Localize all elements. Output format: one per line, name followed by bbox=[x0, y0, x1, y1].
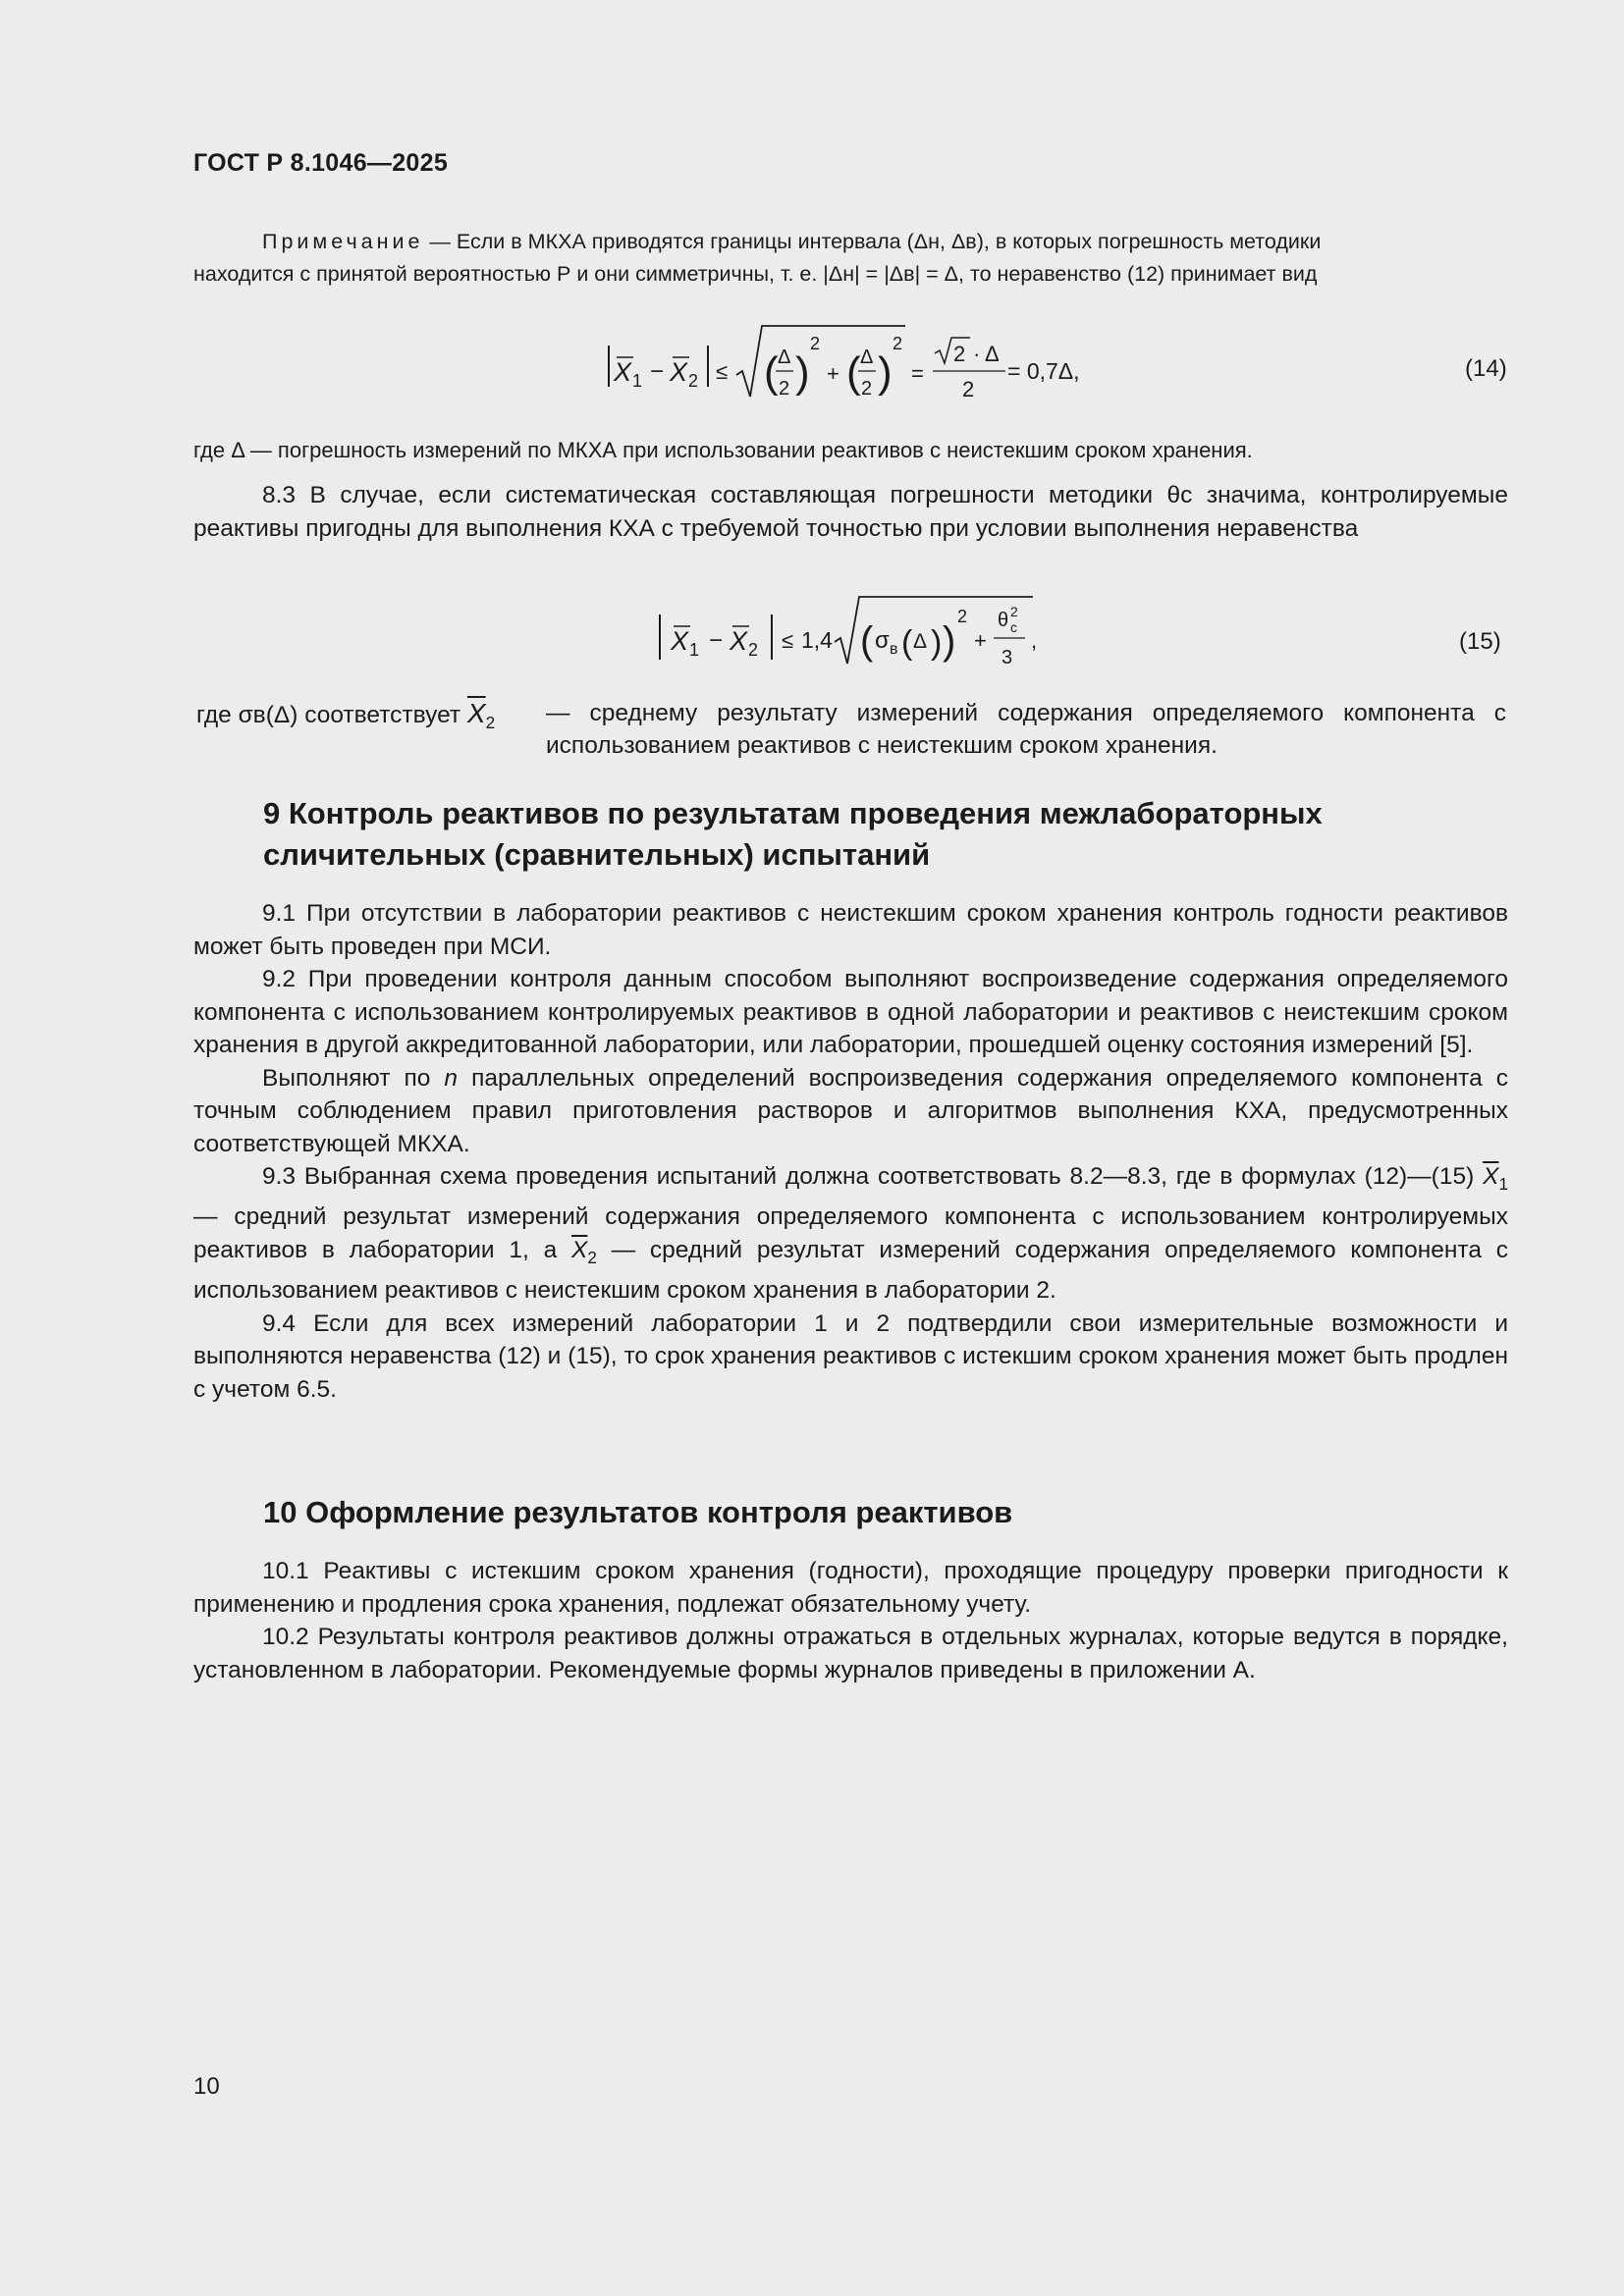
svg-text:2: 2 bbox=[962, 377, 975, 401]
svg-text:(: ( bbox=[860, 619, 874, 663]
svg-text:Δ: Δ bbox=[913, 630, 928, 653]
formula-15-coef: 1,4 bbox=[801, 627, 833, 653]
svg-text:≤: ≤ bbox=[782, 628, 794, 653]
paragraph-9-2b: Выполняют по n параллельных определений воспроизведения содержания определяемого компонента с точным соблюдением правил приготовления растворов и алгоритмов выполнения КХА, предусмотренных соответствующей МКХА. bbox=[193, 1064, 1508, 1157]
section-10-title: 10 Оформление результатов контроля реактивов bbox=[263, 1495, 1013, 1529]
document-header: ГОСТ Р 8.1046—2025 bbox=[193, 149, 449, 177]
svg-text:Δ: Δ bbox=[985, 342, 1000, 366]
svg-text:(: ( bbox=[846, 348, 861, 397]
svg-text:X: X bbox=[671, 626, 689, 656]
svg-text:(: ( bbox=[901, 624, 913, 662]
svg-text:−: − bbox=[650, 358, 665, 385]
svg-text:(: ( bbox=[764, 348, 779, 397]
page-number: 10 bbox=[193, 2073, 220, 2100]
svg-text:2: 2 bbox=[893, 334, 903, 353]
svg-text:≤: ≤ bbox=[716, 359, 729, 384]
svg-text:,: , bbox=[1031, 628, 1038, 653]
svg-text:X: X bbox=[730, 626, 748, 656]
svg-text:): ) bbox=[931, 624, 943, 662]
svg-text:2: 2 bbox=[810, 334, 821, 353]
svg-text:2: 2 bbox=[748, 640, 759, 660]
eq-number-15: (15) bbox=[1459, 628, 1501, 655]
svg-text:1: 1 bbox=[632, 371, 643, 391]
svg-text:+: + bbox=[827, 361, 839, 386]
paragraph-9-3: 9.3 Выбранная схема проведения испытаний должна соответствовать 8.2—8.3, где в формулах (12)—(15) $\overline{X}_1$ — средний результат измерений содержания определяемого компонента с использованием контролируемых реактивов в лаборатории 1, а $\overline{X}_2$ — средний результат измерений содержания определяемого компонента с использованием реактивов с неистекшим сроком хранения в лаборатории 2. bbox=[193, 1163, 1508, 1305]
svg-text:·: · bbox=[973, 342, 981, 366]
section-9-title: 9 Контроль реактивов по результатам проведения межлабораторных сличительных (сравнительных) испытаний bbox=[263, 796, 1323, 872]
paragraph-9-2: 9.2 При проведении контроля данным способом выполняют воспроизведение содержания определяемого компонента с использованием контролируемых реактивов в одной лаборатории и реактивов с неистекшим сроком хранения в другой аккредитованной лаборатории, или лаборатории, прошедшей оценку состояния измерений [5]. bbox=[193, 966, 1508, 1058]
svg-text:в: в bbox=[890, 641, 898, 658]
svg-text:X: X bbox=[614, 357, 632, 387]
svg-text:2: 2 bbox=[688, 371, 699, 391]
svg-text:): ) bbox=[943, 619, 956, 663]
svg-text:с: с bbox=[1010, 619, 1017, 635]
eq15-where-rhs: — среднему результату измерений содержания определяемого компонента с использованием реактивов с неистекшим сроком хранения. bbox=[546, 700, 1506, 759]
paragraph-9-4: 9.4 Если для всех измерений лаборатории 1 и 2 подтвердили свои измерительные возможности и выполняются неравенства (12) и (15), то срок хранения реактивов с истекшим сроком хранения может быть продлен с учетом 6.5. bbox=[193, 1309, 1508, 1403]
svg-text:Δ: Δ bbox=[860, 347, 874, 368]
svg-text:3: 3 bbox=[1001, 647, 1013, 668]
note-line-1: Примечание — Если в МКХА приводятся границы интервала (Δн, Δв), в которых погрешность методики bbox=[262, 230, 1322, 253]
eq-number-14: (14) bbox=[1465, 355, 1507, 382]
section-9-body bbox=[193, 897, 1508, 1406]
svg-text:2: 2 bbox=[779, 378, 790, 400]
svg-text:=: = bbox=[911, 361, 924, 386]
paragraph-9-1: 9.1 При отсутствии в лаборатории реактивов с неистекшим сроком хранения контроль годности реактивов может быть проведен при МСИ. bbox=[193, 900, 1508, 960]
formula-14-result: = 0,7Δ, bbox=[1007, 358, 1080, 384]
note-block bbox=[193, 226, 1508, 291]
svg-text:2: 2 bbox=[953, 342, 966, 366]
svg-text:Δ: Δ bbox=[778, 347, 791, 368]
eq15-where-lhs: где σв(Δ) соответствует $\overline{X}_2$ bbox=[196, 698, 496, 732]
svg-text:+: + bbox=[974, 628, 987, 653]
paragraph-8-3: 8.3 В случае, если систематическая составляющая погрешности методики θс значима, контролируемые реактивы пригодны для выполнения КХА с требуемой точностью при условии выполнения неравенства bbox=[193, 482, 1508, 542]
svg-text:2: 2 bbox=[861, 378, 873, 400]
svg-text:): ) bbox=[795, 348, 810, 397]
svg-text:σ: σ bbox=[875, 627, 890, 654]
svg-text:θ: θ bbox=[998, 610, 1009, 631]
formula-14 bbox=[599, 316, 1110, 404]
note-label: Примечание bbox=[262, 230, 424, 253]
svg-text:2: 2 bbox=[1010, 604, 1018, 619]
formula-15 bbox=[654, 589, 1066, 671]
svg-text:1: 1 bbox=[689, 640, 700, 660]
svg-text:): ) bbox=[878, 348, 893, 397]
svg-text:2: 2 bbox=[957, 607, 968, 626]
paragraph-10-1: 10.1 Реактивы с истекшим сроком хранения (годности), проходящие процедуру проверки пригодности к применению и продления срока хранения, подлежат обязательному учету. bbox=[193, 1558, 1508, 1618]
note-line-2: находится с принятой вероятностью Р и они симметричны, т. е. |Δн| = |Δв| = Δ, то неравенство (12) принимает вид bbox=[193, 262, 1318, 286]
paragraph-10-2: 10.2 Результаты контроля реактивов должны отражаться в отдельных журналах, которые ведутся в порядке, установленном в лаборатории. Рекомендуемые формы журналов приведены в приложении А. bbox=[193, 1624, 1508, 1683]
eq14-where: где Δ — погрешность измерений по МКХА при использовании реактивов с неистекшим сроком хранения. bbox=[193, 438, 1253, 462]
svg-text:−: − bbox=[709, 627, 724, 654]
svg-text:X: X bbox=[670, 357, 688, 387]
section-10-body bbox=[193, 1555, 1508, 1686]
